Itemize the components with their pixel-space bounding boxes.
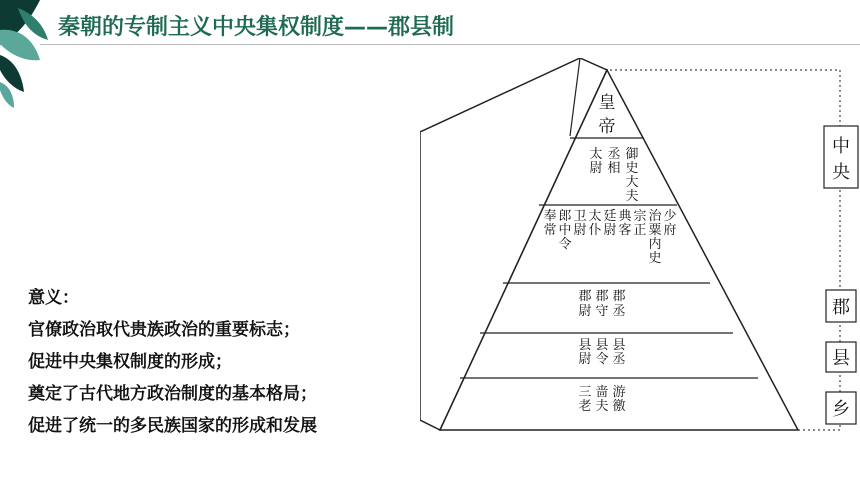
official-township-char: 啬 <box>595 385 609 400</box>
official-central-char: 史 <box>625 161 639 176</box>
official-commandery-char: 郡 <box>595 289 609 304</box>
official-county <box>595 338 608 367</box>
significance-item: 促进中央集权制度的形成； <box>28 352 232 372</box>
official-central-char: 令 <box>558 237 572 252</box>
official-central-char: 太 <box>588 209 602 224</box>
page-title: 秦朝的专制主义中央集权制度——郡县制 <box>58 15 455 40</box>
official-central <box>633 209 646 238</box>
official-central <box>663 208 676 238</box>
official-township-char: 三 <box>578 385 592 400</box>
official-central-char: 奉 <box>543 209 557 224</box>
official-central-char: 郎 <box>558 209 572 224</box>
official-township <box>578 385 591 414</box>
official-central <box>603 209 616 238</box>
official-county-char: 县 <box>578 338 592 353</box>
official-central-char: 尉 <box>603 223 617 238</box>
official-township-char: 老 <box>578 399 592 414</box>
official-central-char: 尉 <box>573 223 587 238</box>
official-central-char: 史 <box>648 251 662 266</box>
tier-emperor-char: 帝 <box>598 117 616 137</box>
official-central-char: 尉 <box>589 161 603 176</box>
significance-block <box>28 282 317 442</box>
official-central-char: 少 <box>663 209 677 224</box>
official-commandery-char: 郡 <box>578 289 592 304</box>
official-central <box>648 209 662 266</box>
title-bar <box>0 0 860 48</box>
official-county-char: 令 <box>595 352 609 367</box>
official-central-char: 治 <box>648 209 662 224</box>
official-commandery <box>595 289 608 319</box>
official-county <box>612 338 625 367</box>
level-label-commandery: 郡 <box>832 297 850 318</box>
level-label-central: 中 <box>832 136 850 157</box>
official-central-char: 常 <box>543 223 557 238</box>
official-central-char: 宗 <box>633 209 647 224</box>
official-county-char: 县 <box>612 338 626 353</box>
level-label-central: 央 <box>832 162 850 183</box>
official-central-char: 内 <box>648 237 662 252</box>
official-central-char: 典 <box>618 209 632 224</box>
official-central-char: 御 <box>625 147 639 162</box>
official-central-char: 大 <box>625 175 639 190</box>
official-central-char: 中 <box>558 223 572 238</box>
official-township-char: 游 <box>612 385 626 400</box>
significance-item: 奠定了古代地方政治制度的基本格局； <box>28 384 317 404</box>
official-central-char: 客 <box>618 223 632 238</box>
official-commandery-char: 尉 <box>578 304 592 319</box>
official-central-char: 仆 <box>588 223 602 238</box>
official-commandery-char: 守 <box>595 304 609 319</box>
official-township-char: 夫 <box>595 399 609 414</box>
significance-item: 官僚政治取代贵族政治的重要标志； <box>28 320 300 340</box>
official-central <box>607 147 620 176</box>
official-central <box>588 208 601 238</box>
official-township-char: 徼 <box>612 399 626 414</box>
significance-item: 促进了统一的多民族国家的形成和发展 <box>28 416 317 436</box>
official-central-char: 卫 <box>573 209 587 224</box>
official-township <box>595 385 608 414</box>
official-central-char: 相 <box>607 161 621 176</box>
official-township <box>612 385 625 414</box>
official-central-char: 正 <box>633 223 647 238</box>
official-central-char: 粟 <box>648 223 662 238</box>
official-central <box>543 209 556 238</box>
official-central <box>573 209 586 238</box>
official-central <box>618 208 632 238</box>
official-county <box>578 338 591 367</box>
official-central <box>558 209 571 252</box>
official-county-char: 尉 <box>578 352 592 367</box>
title-underline <box>40 44 860 45</box>
tier-emperor-char: 皇 <box>598 93 616 113</box>
official-central <box>625 147 638 204</box>
official-county-char: 丞 <box>612 352 626 367</box>
official-central-char: 府 <box>663 223 677 238</box>
level-label-township: 乡 <box>832 399 850 420</box>
official-commandery-char: 丞 <box>612 304 626 319</box>
official-central-char: 廷 <box>603 209 617 224</box>
official-commandery-char: 郡 <box>612 289 626 304</box>
official-commandery <box>578 289 591 319</box>
significance-heading: 意义： <box>28 288 79 308</box>
pyramid-diagram <box>420 58 860 438</box>
official-county-char: 县 <box>595 338 609 353</box>
official-central <box>589 146 602 176</box>
official-central-char: 丞 <box>607 147 621 162</box>
official-central-char: 太 <box>589 147 603 162</box>
official-commandery <box>612 289 625 319</box>
level-label-county: 县 <box>832 348 850 369</box>
official-central-char: 夫 <box>625 189 639 204</box>
